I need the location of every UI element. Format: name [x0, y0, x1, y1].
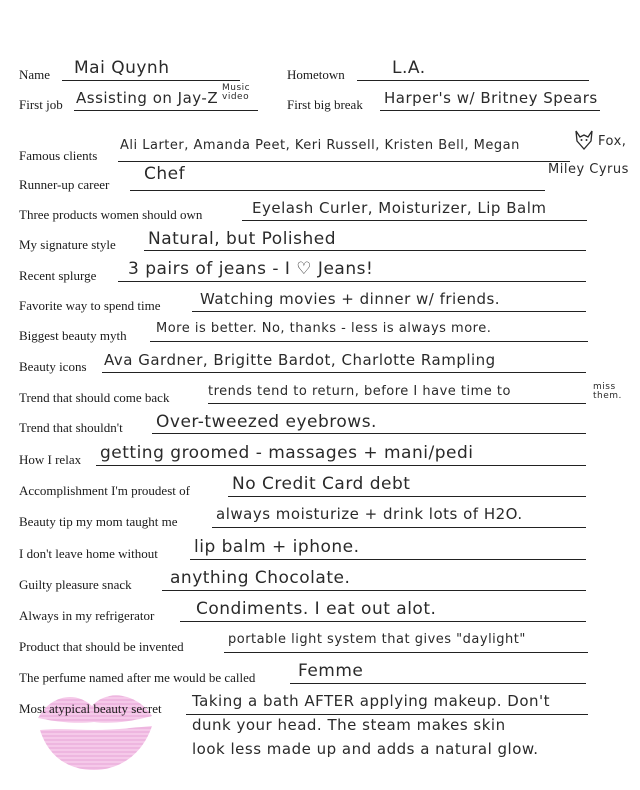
product-invented-answer: portable light system that gives "daylight" [228, 632, 526, 647]
fox-doodle-icon [572, 128, 596, 152]
perfume-line [290, 683, 586, 684]
mom-tip-answer: always moisturize + drink lots of H2O. [216, 505, 523, 523]
favorite-way-answer: Watching movies + dinner w/ friends. [200, 290, 501, 308]
trend-back-note: miss them. [593, 382, 622, 401]
beauty-icons-line [102, 372, 586, 373]
hometown-line [357, 80, 589, 81]
guilty-snack-line [162, 590, 586, 591]
name-line [62, 80, 240, 81]
three-products-answer: Eyelash Curler, Moisturizer, Lip Balm [252, 199, 547, 217]
atypical-secret-line [186, 714, 588, 715]
accomplishment-answer: No Credit Card debt [232, 474, 411, 494]
beauty-myth-answer: More is better. No, thanks - less is always more. [156, 321, 492, 336]
first-big-break-answer: Harper's w/ Britney Spears [384, 89, 598, 107]
guilty-snack-label: Guilty pleasure snack [19, 577, 132, 592]
lipstick-kiss-icon [30, 678, 160, 778]
recent-splurge-answer: 3 pairs of jeans - I ♡ Jeans! [128, 259, 374, 279]
name-answer: Mai Quynh [74, 58, 170, 78]
trend-not-answer: Over-tweezed eyebrows. [156, 412, 377, 432]
dont-leave-label: I don't leave home without [19, 546, 158, 561]
signature-style-label: My signature style [19, 237, 116, 252]
famous-clients-cont: Fox, [598, 134, 627, 149]
how-relax-label: How I relax [19, 452, 82, 467]
hometown-label: Hometown [287, 67, 345, 82]
recent-splurge-line [118, 281, 586, 282]
runner-up-answer: Chef [144, 164, 186, 184]
perfume-answer: Femme [298, 661, 364, 681]
famous-clients-line [118, 161, 570, 162]
first-big-break-line [380, 110, 600, 111]
famous-clients-answer: Ali Larter, Amanda Peet, Keri Russell, Kristen Bell, Megan [120, 138, 520, 153]
refrigerator-line [180, 621, 586, 622]
three-products-line [242, 220, 587, 221]
atypical-secret-line1: Taking a bath AFTER applying makeup. Don't [192, 692, 551, 710]
mom-tip-label: Beauty tip my mom taught me [19, 514, 178, 529]
how-relax-line [96, 465, 586, 466]
signature-style-answer: Natural, but Polished [148, 229, 337, 249]
trend-not-line [152, 433, 586, 434]
refrigerator-answer: Condiments. I eat out alot. [196, 599, 437, 619]
signature-style-line [144, 250, 586, 251]
trend-back-answer: trends tend to return, before I have time to [208, 384, 511, 399]
first-job-line [74, 110, 258, 111]
product-invented-line [224, 652, 588, 653]
runner-up-label: Runner-up career [19, 177, 110, 192]
atypical-secret-label: Most atypical beauty secret [19, 701, 162, 716]
beauty-icons-answer: Ava Gardner, Brigitte Bardot, Charlotte Rampling [104, 351, 496, 369]
favorite-way-line [192, 311, 586, 312]
product-invented-label: Product that should be invented [19, 639, 184, 654]
mom-tip-line [212, 527, 586, 528]
favorite-way-label: Favorite way to spend time [19, 298, 161, 313]
accomplishment-label: Accomplishment I'm proudest of [19, 483, 190, 498]
name-label: Name [19, 67, 51, 82]
dont-leave-answer: lip balm + iphone. [194, 537, 360, 557]
perfume-label: The perfume named after me would be called [19, 670, 256, 685]
accomplishment-line [228, 496, 586, 497]
first-job-label: First job [19, 97, 63, 112]
hometown-answer: L.A. [392, 58, 426, 78]
trend-back-label: Trend that should come back [19, 390, 170, 405]
atypical-secret-line2: dunk your head. The steam makes skin [192, 716, 506, 734]
famous-clients-cont2: Miley Cyrus [548, 162, 629, 177]
refrigerator-label: Always in my refrigerator [19, 608, 155, 623]
first-job-note: Music video [222, 83, 251, 102]
three-products-label: Three products women should own [19, 207, 203, 222]
beauty-icons-label: Beauty icons [19, 359, 87, 374]
first-big-break-label: First big break [287, 97, 363, 112]
trend-back-line [208, 403, 586, 404]
how-relax-answer: getting groomed - massages + mani/pedi [100, 443, 474, 463]
runner-up-line [130, 190, 545, 191]
atypical-secret-line3: look less made up and adds a natural glow. [192, 740, 539, 758]
beauty-myth-line [150, 341, 588, 342]
first-job-answer: Assisting on Jay-Z [76, 89, 219, 107]
famous-clients-label: Famous clients [19, 148, 98, 163]
beauty-myth-label: Biggest beauty myth [19, 328, 127, 343]
recent-splurge-label: Recent splurge [19, 268, 97, 283]
guilty-snack-answer: anything Chocolate. [170, 568, 351, 588]
dont-leave-line [190, 559, 586, 560]
trend-not-label: Trend that shouldn't [19, 420, 123, 435]
